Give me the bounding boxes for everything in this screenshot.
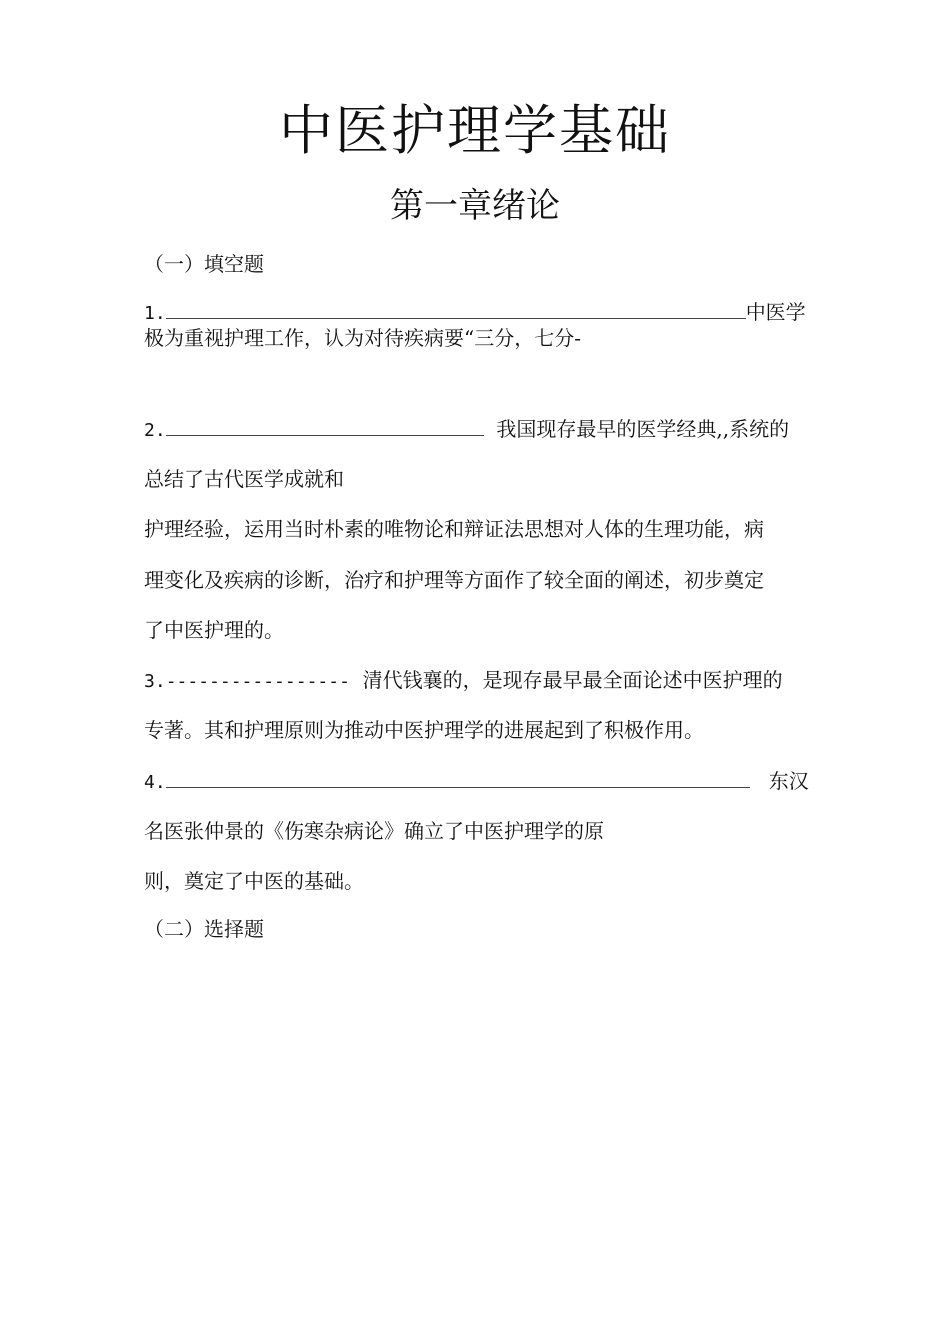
question-3-line-1 [144,664,783,693]
question-2-blank [166,419,484,436]
section-fill-in-heading: （一）填空题 [144,252,264,276]
section-choice-heading: （二）选择题 [144,917,264,941]
question-2-line-1 [144,413,789,442]
question-1-text: 中医学 [745,300,806,324]
question-3-dashes: ----------------- [165,671,350,692]
question-4-blank [166,771,750,788]
question-4-line-3: 则，奠定了中医的基础。 [144,869,364,893]
question-4-text: 东汉 [768,769,809,793]
question-1-blank [166,302,746,319]
question-1-line-2: 极为重视护理工作，认为对待疾病要“三分，七分- [144,326,581,350]
question-3-line-2: 专著。其和护理原则为推动中医护理学的进展起到了积极作用。 [144,718,704,742]
document-title: 中医护理学基础 [279,99,671,162]
question-3-number: 3. [144,671,166,692]
question-2-number: 2. [144,420,166,441]
chapter-heading: 第一章绪论 [390,186,560,226]
question-1-number: 1. [144,303,166,324]
question-1-line-1 [144,296,806,325]
question-2-line-5: 了中医护理的。 [144,618,284,642]
question-2-line-2: 总结了古代医学成就和 [144,467,344,491]
question-2-line-4: 理变化及疾病的诊断，治疗和护理等方面作了较全面的阐述，初步奠定 [144,568,764,592]
question-4-line-1 [144,765,809,794]
question-4-line-2: 名医张仲景的《伤寒杂病论》确立了中医护理学的原 [144,819,604,843]
question-4-number: 4. [144,772,166,793]
question-2-line-3: 护理经验，运用当时朴素的唯物论和辩证法思想对人体的生理功能，病 [144,517,764,541]
question-3-text: 清代钱襄的，是现存最早最全面论述中医护理的 [362,668,783,692]
question-2-text: 我国现存最早的医学经典,,系统的 [496,417,790,441]
